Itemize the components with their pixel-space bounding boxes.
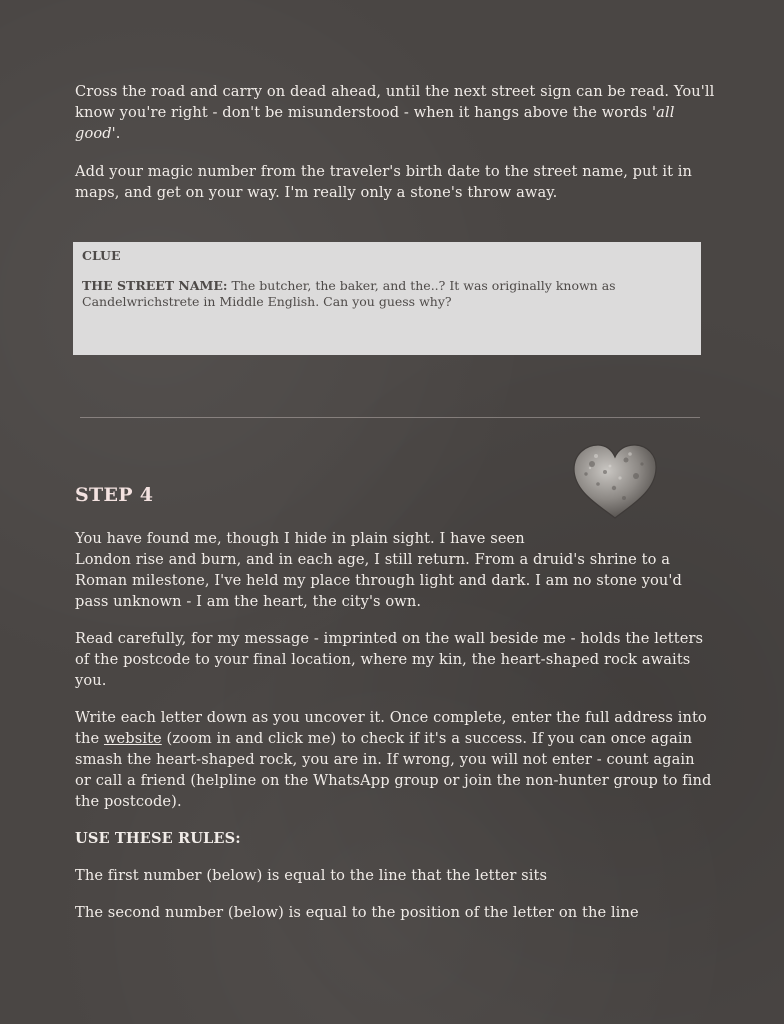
clue-text <box>82 278 692 310</box>
step-4-paragraph-2: Read carefully, for my message - imprinted on the wall beside me - holds the letters of the postcode to your final location, where my kin, the heart-shaped rock awaits you. <box>75 630 704 689</box>
step-4-paragraph-1-rest: London rise and burn, and in each age, I still return. From a druid's shrine to a Roman milestone, I've held my place through light and dark. I am no stone you'd pass unknown - I am the heart, the city's own. <box>75 551 682 610</box>
step-4-heading: STEP 4 <box>75 484 154 506</box>
intro-paragraph-2: Add your magic number from the traveler's birth date to the street name, put it in maps, and get on your way. I'm really only a stone's throw away. <box>75 163 693 201</box>
step-4-paragraph-3-after: (zoom in and click me) to check if it's a success. If you can once again smash the heart-shaped rock, you are in. If wrong, you will not enter - count again or call a friend (helpline on the WhatsApp group or join the non-hunter group to find the postcode). <box>75 730 712 810</box>
intro-paragraph-1 <box>75 81 715 144</box>
clue-label: THE STREET NAME: <box>82 278 228 293</box>
website-link[interactable]: website <box>103 730 162 747</box>
clue-heading: CLUE <box>82 248 121 263</box>
section-divider <box>80 417 700 418</box>
all-good-quote: 'all good' <box>75 104 675 142</box>
clue-body: The butcher, the baker, and the..? It was originally known as Candelwrichstrete in Middle English. Can you guess why? <box>82 278 616 309</box>
heart-shaped-rock-icon <box>570 442 660 522</box>
step-4-paragraph-3-before: Write each letter down as you uncover it. Once complete, enter the full address into the <box>75 709 707 747</box>
intro-end: . <box>115 125 121 142</box>
rule-1: The first number (below) is equal to the line that the letter sits <box>75 867 548 884</box>
rule-2: The second number (below) is equal to the position of the letter on the line <box>75 904 639 921</box>
rules-heading: USE THESE RULES: <box>75 830 241 847</box>
step-4-paragraph-3 <box>75 707 715 812</box>
step-4-paragraph-1-line-1: You have found me, though I hide in plain sight. I have seen <box>75 530 525 547</box>
intro-text: Cross the road and carry on dead ahead, until the next street sign can be read. You'll know you're right - don't be misunderstood - when it hangs above the words <box>75 83 715 121</box>
step-4-paragraph-1 <box>75 528 715 612</box>
clue-box <box>73 242 701 355</box>
